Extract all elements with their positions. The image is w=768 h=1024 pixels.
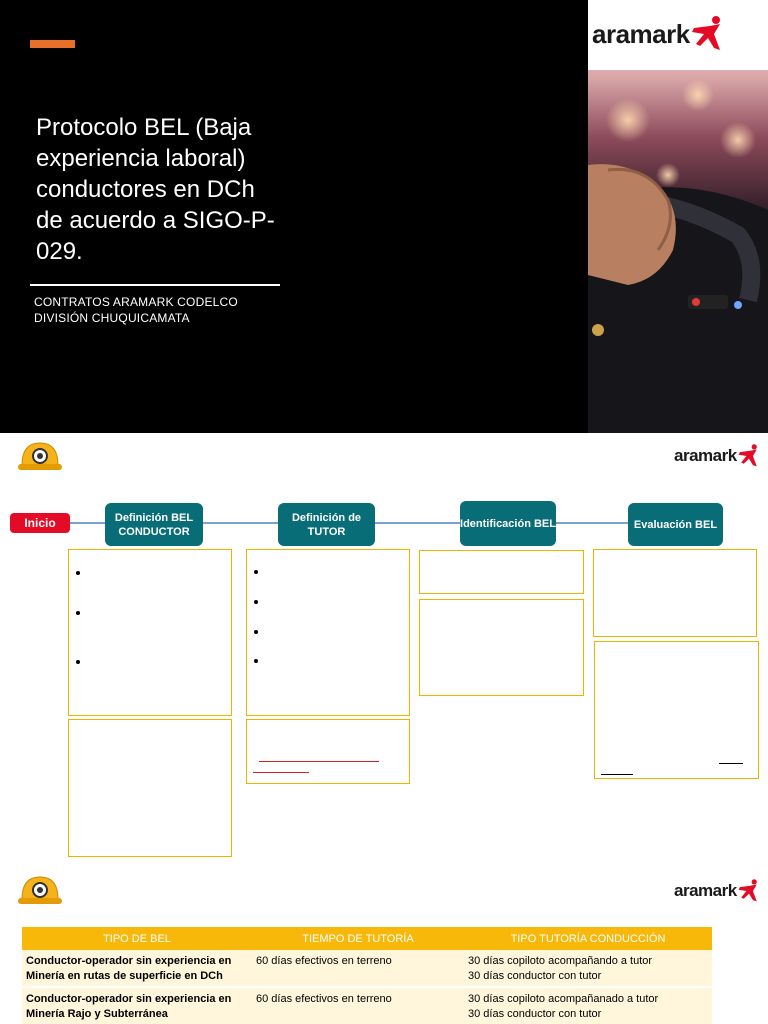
table-row — [22, 988, 712, 1024]
conductor-definition-box — [68, 549, 232, 716]
bullet-marker — [76, 611, 80, 615]
bullet-marker — [254, 570, 258, 574]
underline-black — [719, 763, 743, 764]
identification-box-top — [419, 550, 584, 594]
conductor-notes-box — [68, 719, 232, 857]
aramark-star-figure-icon — [690, 14, 726, 54]
aramark-star-figure-icon — [737, 878, 761, 904]
conduccion-line: 30 días copiloto acompañando a tutor — [468, 955, 653, 967]
conduccion-line: 30 días conductor con tutor — [468, 1008, 602, 1020]
bel-tutoring-table — [22, 927, 712, 1024]
aramark-logo: aramark — [592, 14, 726, 54]
table-row — [22, 950, 712, 986]
miner-helmet-icon — [18, 439, 62, 473]
underline-red — [259, 761, 379, 762]
aramark-logo: aramark — [674, 443, 761, 469]
miner-helmet-icon — [18, 873, 62, 907]
cell-tipo: Conductor-operador sin experiencia en Minería en rutas de superficie en DCh — [22, 950, 252, 986]
evaluation-box-top — [593, 549, 757, 637]
title-slide — [0, 0, 768, 433]
title-divider — [30, 284, 280, 286]
evaluation-box-bottom — [594, 641, 759, 779]
step-definicion-bel-conductor: Definición BEL CONDUCTOR — [105, 503, 203, 546]
step-definicion-tutor: Definición de TUTOR — [278, 503, 375, 546]
bullet-marker — [254, 600, 258, 604]
cell-tiempo: 60 días efectivos en terreno — [252, 988, 464, 1024]
cell-tiempo: 60 días efectivos en terreno — [252, 950, 464, 986]
start-marker: Inicio — [10, 513, 70, 533]
step-evaluacion-bel: Evaluación BEL — [628, 503, 723, 546]
cell-tipo: Conductor-operador sin experiencia en Minería Rajo y Subterránea — [22, 988, 252, 1024]
bullet-marker — [254, 630, 258, 634]
underline-black — [601, 774, 633, 775]
cell-conduccion — [464, 988, 712, 1024]
header-tiempo-tutoria: TIEMPO DE TUTORÍA — [252, 927, 464, 950]
slide-subtitle: CONTRATOS ARAMARK CODELCO DIVISIÓN CHUQUICAMATA — [34, 295, 238, 325]
slide-title: Protocolo BEL (Baja experiencia laboral) conductores en DCh de acuerdo a SIGO-P-029. — [36, 114, 275, 265]
identification-box-bottom — [419, 599, 584, 696]
conduccion-line: 30 días conductor con tutor — [468, 970, 602, 982]
tutor-definition-box — [246, 549, 410, 716]
bullet-marker — [76, 660, 80, 664]
header-tipo-bel: TIPO DE BEL — [22, 927, 252, 950]
cell-conduccion — [464, 950, 712, 986]
underline-red — [253, 772, 309, 773]
accent-bar — [30, 40, 75, 48]
header-tipo-tutoria-conduccion: TIPO TUTORÍA CONDUCCIÓN — [464, 927, 712, 950]
conduccion-line: 30 días copiloto acompañanado a tutor — [468, 993, 659, 1005]
bullet-marker — [76, 571, 80, 575]
bullet-marker — [254, 659, 258, 663]
table-slide — [0, 865, 768, 1024]
step-identificacion-bel: Identificación BEL — [460, 501, 556, 546]
tutor-notes-box — [246, 719, 410, 784]
aramark-logo: aramark — [674, 878, 761, 904]
flow-slide — [0, 433, 768, 865]
aramark-star-figure-icon — [737, 443, 761, 469]
table-header-row — [22, 927, 712, 950]
